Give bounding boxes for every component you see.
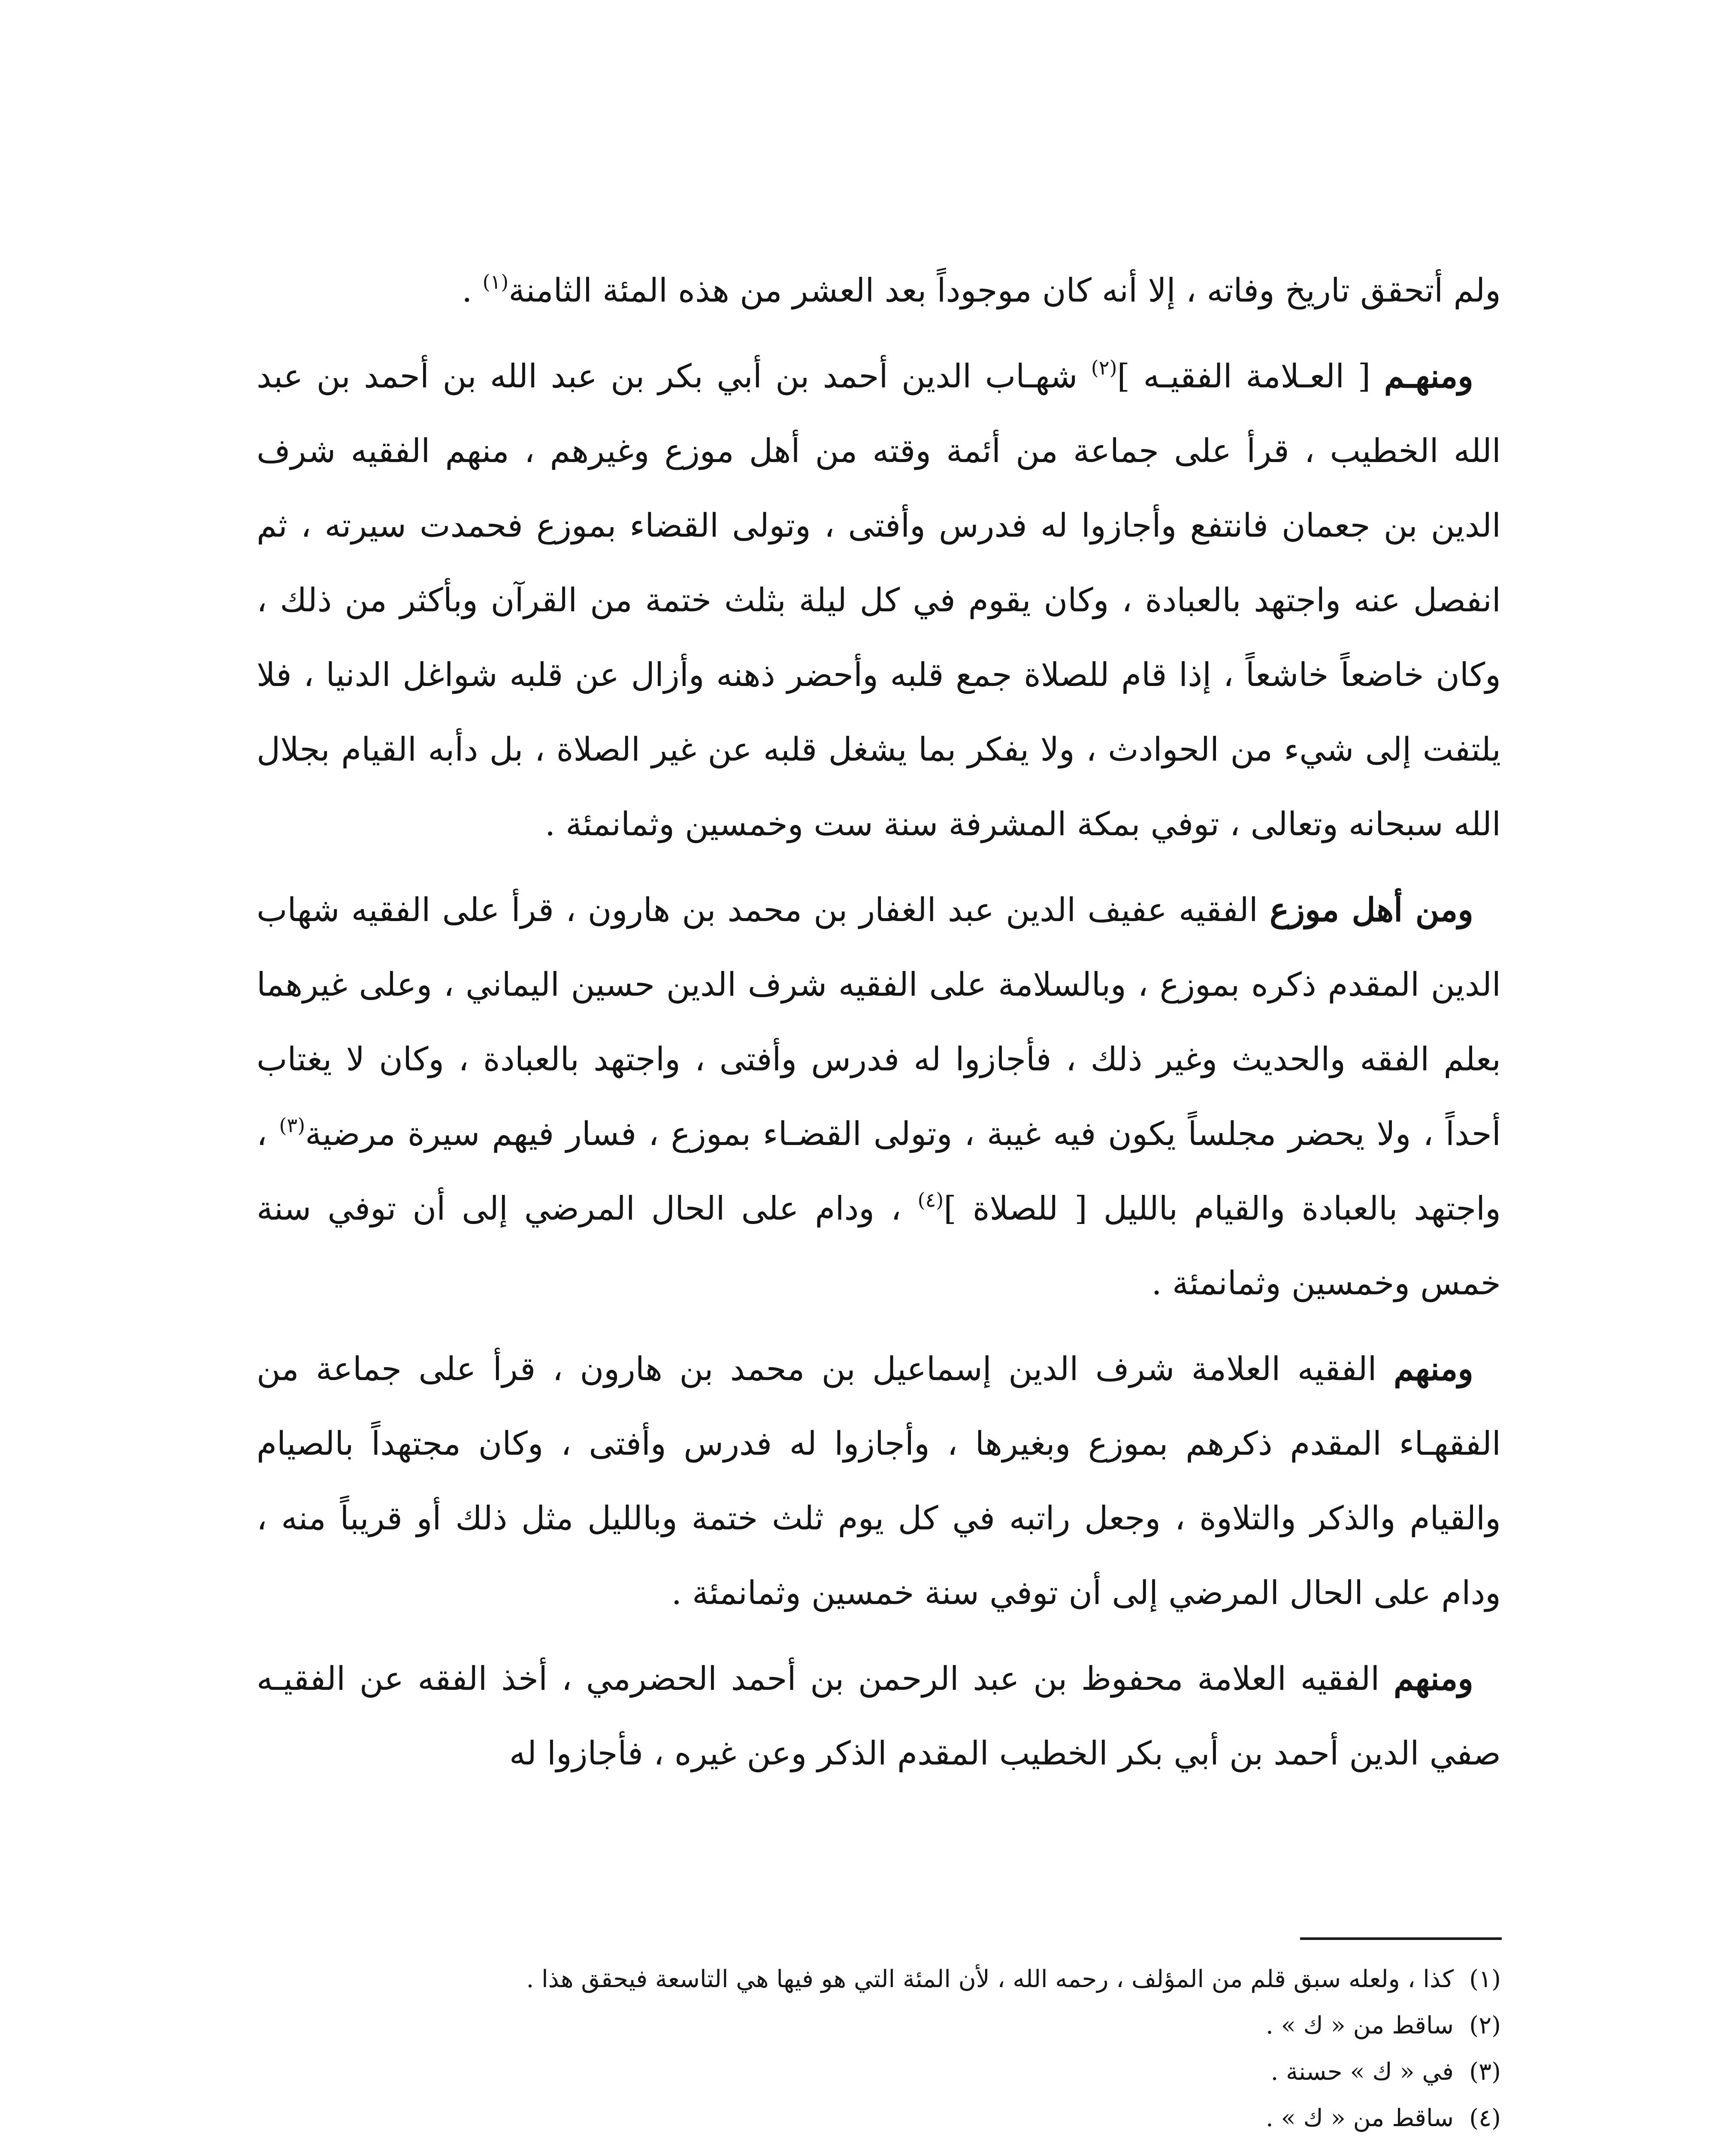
paragraph-5	[257, 1641, 1501, 1791]
paragraph-5-lead: ومنهم	[1394, 1659, 1473, 1698]
paragraph-4-lead: ومنهم	[1394, 1350, 1473, 1388]
footnote-3	[257, 2049, 1501, 2095]
footnote-4	[257, 2095, 1501, 2142]
paragraph-2-text-b: شهـاب الدين أحمد بن أبي بكر بن عبد الله بن أحمد بن عبد الله الخطيب ، قرأ على جماعة من أئمة وقته من أهل موزع وغيرهم ، منهم الفقيه شرف الدين بن جعمان فانتفع وأجازوا له فدرس وأفتى ، وتولى القضاء بموزع فحمدت سيرته ، ثم انفصل عنه واجتهد بالعبادة ، وكان يقوم في كل ليلة بثلث ختمة من القرآن وبأكثر من ذلك ، وكان خاضعاً خاشعاً ، إذا قام للصلاة جمع قلبه وأحضر ذهنه وأزال عن قلبه شواغل الدنيا ، فلا يلتفت إلى شيء من الحوادث ، ولا يفكر بما يشغل قلبه عن غير الصلاة ، بل دأبه القيام بجلال الله سبحانه وتعالى ، توفي بمكة المشرفة سنة ست وخمسين وثمانمئة .	[257, 357, 1501, 843]
paragraph-5-text: الفقيه العلامة محفوظ بن عبد الرحمن بن أحمد الحضرمي ، أخذ الفقه عن الفقيـه صفي الدين أحمد بن أبي بكر الخطيب المقدم الذكر وعن غيره ، فأجازوا له	[257, 1659, 1501, 1772]
paragraph-2-lead: ومنهـم	[1384, 357, 1473, 395]
paragraph-3-text-c: ، ودام على الحال المرضي إلى أن توفي سنة خمس وخمسين وثمانمئة .	[257, 1189, 1501, 1302]
footnotes	[257, 1956, 1501, 2142]
footnote-ref-2[interactable]: (٢)	[1091, 356, 1117, 379]
main-text	[257, 253, 1501, 1791]
footnote-number: (٢)	[1469, 2012, 1501, 2039]
footnote-ref-1[interactable]: (١)	[482, 270, 509, 293]
footnote-divider	[1300, 1937, 1502, 1940]
footnote-ref-3[interactable]: (٣)	[279, 1114, 305, 1137]
footnote-number: (١)	[1469, 1965, 1501, 1993]
paragraph-2-text-a: [ العـلامة الفقيـه ]	[1117, 357, 1384, 395]
footnote-text: كذا ، ولعله سبق قلم من المؤلف ، رحمه الله ، لأن المئة التي هو فيها هي التاسعة فيحقق هذا .	[526, 1965, 1454, 1993]
paragraph-3-text-b: ، واجتهد بالعبادة والقيام بالليل [ للصلاة ]	[257, 1115, 1501, 1227]
footnote-text: ساقط من « ك » .	[1265, 2012, 1454, 2039]
footnote-number: (٣)	[1469, 2058, 1501, 2086]
footnote-text: في « ك » حسنة .	[1270, 2058, 1454, 2086]
footnote-text: ساقط من « ك » .	[1265, 2104, 1454, 2132]
paragraph-3	[257, 873, 1501, 1320]
footnote-number: (٤)	[1469, 2104, 1501, 2132]
footnote-ref-4[interactable]: (٤)	[917, 1188, 944, 1211]
paragraph-1-text: ولم أتحقق تاريخ وفاته ، إلا أنه كان موجوداً بعد العشر من هذه المئة الثامنة	[508, 271, 1501, 309]
footnote-1	[257, 1956, 1501, 2003]
paragraph-2	[257, 339, 1501, 861]
paragraph-3-lead: ومن أهل موزع	[1270, 891, 1473, 929]
paragraph-4-text: الفقيه العلامة شرف الدين إسماعيل بن محمد بن هارون ، قرأ على جماعة من الفقهـاء المقدم ذكرهم بموزع وبغيرها ، وأجازوا له فدرس وأفتى ، وكان مجتهداً بالصيام والقيام والذكر والتلاوة ، وجعل راتبه في كل يوم ثلث ختمة وبالليل مثل ذلك أو قريباً منه ، ودام على الحال المرضي إلى أن توفي سنة خمسين وثمانمئة .	[257, 1350, 1501, 1612]
paragraph-4	[257, 1332, 1501, 1630]
footnote-2	[257, 2003, 1501, 2049]
paragraph-1-end: .	[462, 271, 483, 309]
paragraph-3-text-a: الفقيه عفيف الدين عبد الغفار بن محمد بن هارون ، قرأ على الفقيه شهاب الدين المقدم ذكره بموزع ، وبالسلامة على الفقيه شرف الدين حسين اليماني ، وعلى غيرهما بعلم الفقه والحديث وغير ذلك ، فأجازوا له فدرس وأفتى ، واجتهد بالعبادة ، وكان لا يغتاب أحداً ، ولا يحضر مجلساً يكون فيه غيبة ، وتولى القضـاء بموزع ، فسار فيهم سيرة مرضية	[257, 891, 1501, 1153]
paragraph-1	[257, 253, 1501, 328]
